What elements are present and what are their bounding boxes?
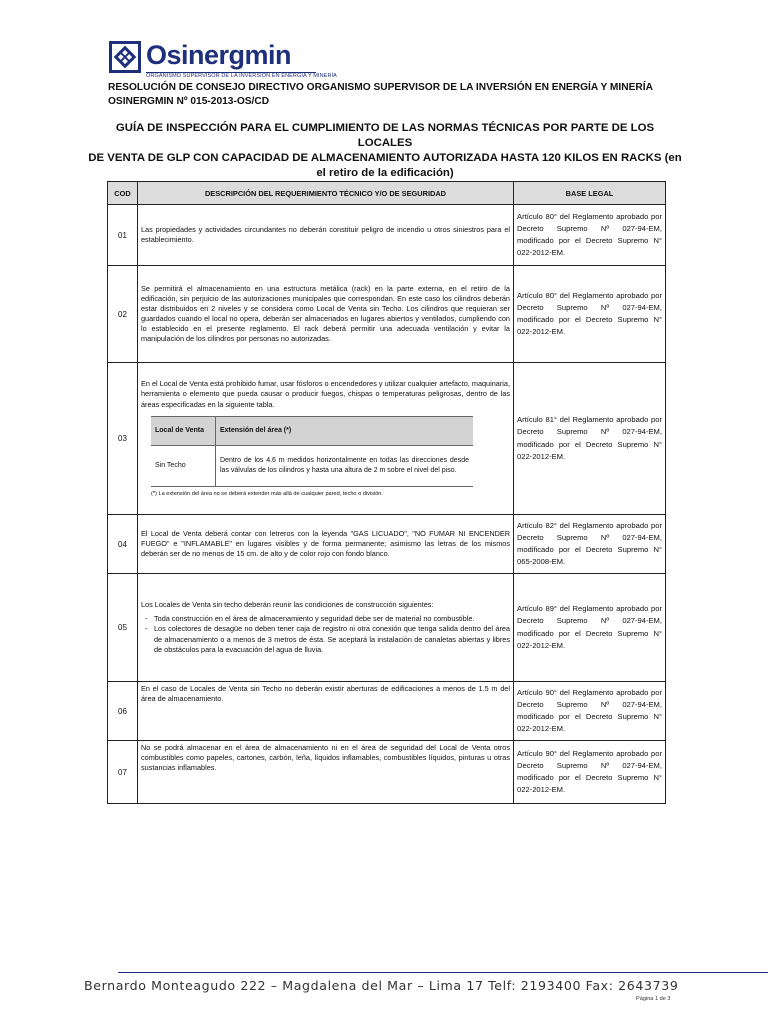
footer-divider (118, 972, 768, 973)
header-description: DESCRIPCIÓN DEL REQUERIMIENTO TÉCNICO Y/O DE SEGURIDAD (138, 182, 514, 205)
table-row (108, 515, 666, 574)
resolution-heading (108, 81, 653, 109)
table-row (108, 682, 666, 741)
area-header-local: Local de Venta (151, 416, 216, 445)
area-table-note: (*) La extensión del área no se deberá extender más allá de cualquier pared, techo o división. (151, 490, 383, 497)
table-row (108, 574, 666, 682)
row-legal-basis: Artículo 90° del Reglamento aprobado por Decreto Supremo Nº 027-94-EM, modificado por el Decreto Supremo N° 022-2012-EM. (514, 682, 666, 741)
row-code: 01 (108, 205, 138, 266)
row-legal-basis: Artículo 90° del Reglamento aprobado por Decreto Supremo Nº 027-94-EM, modificado por el Decreto Supremo N° 022-2012-EM. (514, 741, 666, 804)
logo-subtitle: ORGANISMO SUPERVISOR DE LA INVERSIÓN EN ENERGÍA Y MINERÍA (146, 73, 337, 79)
footer-address: Bernardo Monteagudo 222 – Magdalena del Mar – Lima 17 Telf: 2193400 Fax: 2643739 (84, 978, 679, 993)
row-legal-basis: Artículo 80° del Reglamento aprobado por Decreto Supremo Nº 027-94-EM, modificado por el Decreto Supremo N° 022-2012-EM. (514, 266, 666, 363)
page-number: Página 1 de 3 (636, 996, 671, 1002)
table-header-row (108, 182, 666, 205)
title-line-2: DE VENTA DE GLP CON CAPACIDAD DE ALMACENAMIENTO AUTORIZADA HASTA 120 KILOS EN RACKS (en (88, 152, 682, 164)
row-legal-basis: Artículo 82° del Reglamento aprobado por Decreto Supremo Nº 027-94-EM, modificado por el Decreto Supremo N° 065-2008-EM. (514, 515, 666, 574)
area-row-value: Dentro de los 4.6 m medidos horizontalmente en todas las direcciones desde las válvulas de los cilindros y hasta una altura de 2 m sobre el nivel del piso. (216, 445, 474, 486)
logo-emblem-icon (108, 40, 142, 74)
requirements-table (107, 181, 666, 804)
title-line-1: GUÍA DE INSPECCIÓN PARA EL CUMPLIMIENTO DE LAS NORMAS TÉCNICAS POR PARTE DE LOS LOCALES (115, 122, 655, 149)
row-description: En el caso de Locales de Venta sin Techo no deberán existir aberturas de edificaciones a menos de 1.5 m del área de almacenamiento. (138, 682, 514, 741)
row-description-text: Los Locales de Venta sin techo deberán reunir las condiciones de construcción siguientes: (141, 600, 434, 610)
row-description (138, 574, 514, 682)
row-code: 02 (108, 266, 138, 363)
document-title (88, 121, 682, 181)
area-table-header (151, 416, 473, 445)
area-table-row (151, 445, 473, 486)
resolution-number: OSINERGMIN Nº 015-2013-OS/CD (108, 96, 270, 107)
row-description (138, 363, 514, 515)
resolution-line-1: RESOLUCIÓN DE CONSEJO DIRECTIVO ORGANISMO SUPERVISOR DE LA INVERSIÓN EN ENERGÍA Y MINERÍA (108, 82, 653, 93)
row-legal-basis: Artículo 81° del Reglamento aprobado por Decreto Supremo Nº 027-94-EM, modificado por el Decreto Supremo N° 022-2012-EM. (514, 363, 666, 515)
header-cod: COD (108, 182, 138, 205)
row-description: No se podrá almacenar en el área de almacenamiento ni en el área de seguridad del Local de Venta otros combustibles como papeles, cartones, carbón, leña, líquidos inflamables, combustibles líquidos, pinturas u otras sustancias inflamables. (138, 741, 514, 804)
list-item: - Toda construcción en el área de almacenamiento y seguridad debe ser de material no combustible. (154, 614, 510, 624)
table-row (108, 363, 666, 515)
row-legal-basis: Artículo 80° del Reglamento aprobado por Decreto Supremo Nº 027-94-EM, modificado por el Decreto Supremo N° 022-2012-EM. (514, 205, 666, 266)
row-description-text: En el Local de Venta está prohibido fumar, usar fósforos o encendedores y utilizar cualquier artefacto, maquinaria, herramienta o elemento que pueda causar o producir fuegos, chispas o temperaturas peligrosas, dentro de las áreas especificadas en la siguiente tabla. (141, 379, 510, 409)
row-description: Se permitirá el almacenamiento en una estructura metálica (rack) en la parte externa, en el retiro de la edificación, sin perjuicio de las autorizaciones municipales que correspondan. En este caso los cilindros deberán estar distribuidos en 2 niveles y se considera como Local de Venta sin Techo. Los cilindros que requieran ser guardados cuando el local no opera, deberán ser almacenados en lugares abiertos y ventilados, cumpliendo con lo establecido en el presente reglamento. El rack deberá permitir una adecuada ventilación y evitar la manipulación de los cilindros por personas no autorizadas. (138, 266, 514, 363)
row-description: El Local de Venta deberá contar con letreros con la leyenda "GAS LICUADO", "NO FUMAR NI ENCENDER FUEGO" e "INFLAMABLE" en lugares visibles y de forma permanente; asimismo las letras de los mismos deberán ser de no menos de 15 cm. de alto y de color rojo con fondo blanco. (138, 515, 514, 574)
row-code: 03 (108, 363, 138, 515)
area-extension-table (151, 416, 473, 487)
row-code: 05 (108, 574, 138, 682)
row-legal-basis: Artículo 89° del Reglamento aprobado por Decreto Supremo Nº 027-94-EM, modificado por el Decreto Supremo N° 022-2012-EM. (514, 574, 666, 682)
table-row (108, 205, 666, 266)
logo-wordmark: Osinergmin (146, 40, 292, 70)
table-row (108, 266, 666, 363)
header-legal-basis: BASE LEGAL (514, 182, 666, 205)
construction-conditions-list (141, 614, 510, 654)
title-line-3: el retiro de la edificación) (316, 167, 454, 179)
area-row-label: Sin Techo (151, 445, 216, 486)
row-code: 07 (108, 741, 138, 804)
list-item: - Los colectores de desagüe no deben tener caja de registro ni otra conexión que tenga salida dentro del área de almacenamiento o a menos de 3 metros de ésta. Se aceptará la instalación de canaletas abiertas y libres de obstáculos para la evacuación del agua de lluvia. (154, 624, 510, 654)
area-header-extension: Extensión del área (*) (216, 416, 474, 445)
row-code: 04 (108, 515, 138, 574)
row-description: Las propiedades y actividades circundantes no deberán constituir peligro de incendio u otros siniestros para el establecimiento. (138, 205, 514, 266)
table-row (108, 741, 666, 804)
row-code: 06 (108, 682, 138, 741)
